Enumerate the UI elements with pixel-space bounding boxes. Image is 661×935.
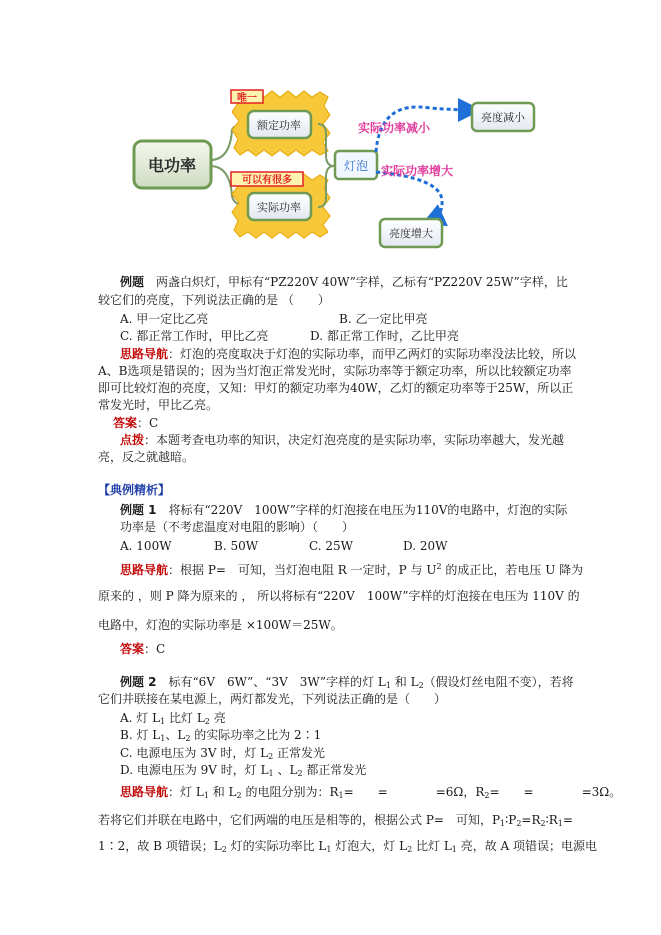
- tag-many-label: 可以有很多: [242, 175, 292, 186]
- ex0-point-label: 点拨: [120, 433, 145, 447]
- ex1-answer-value: C: [156, 642, 166, 656]
- ex1-question-line1: 例题 1 将标有“220V 100W”字样的灯泡接在电压为110V的电路中，灯泡的实际: [120, 503, 568, 517]
- ex0-guide-line1: 思路导航：灯泡的亮度取决于灯泡的实际功率，而甲乙两灯的实际功率没法比较，所以: [120, 347, 577, 361]
- ex0-question-line1: 例题 两盏白炽灯，甲标有“PZ220V 40W”字样，乙标有“PZ220V 25W”字样，比: [120, 275, 568, 289]
- ex2-option-a: A. 灯 $L_1$ 比灯 $L_2$ 亮: [120, 711, 226, 726]
- ex1-option-b: B. 50W: [214, 539, 259, 553]
- ex1-question-line2: 功率是（不考虑温度对电阻的影响）（ ）: [120, 520, 355, 534]
- ex0-question-line2: 较它们的亮度，下列说法正确的是 （ ）: [98, 293, 330, 307]
- arrow-bright-label: 实际功率增大: [381, 164, 454, 178]
- ex2-guide-line2: 若将它们并联在电路中，它们两端的电压是相等的，根据公式 P= 可知，$P_1∶P_2=R_2∶R_1=$: [98, 813, 573, 828]
- ex0-point-line1: 点拨：本题考查电功率的知识，决定灯泡亮度的是实际功率，实际功率越大，发光越: [120, 433, 565, 447]
- ex1-guide-line3: 电路中，灯泡的实际功率是 ×100W＝25W。: [98, 618, 343, 632]
- ex2-question-line1: 例题 2 标有“6V 6W”、“3V 3W”字样的灯 $L_1$ 和 $L_2$（假设灯丝电阻不变），若将: [120, 675, 574, 690]
- ex2-option-c: C. 电源电压为 3V 时，灯 $L_2$ 正常发光: [120, 746, 326, 761]
- ex0-guide-line2: A、B选项是错误的；因为当灯泡正常发光时，实际功率等于额定功率，所以比较额定功率: [98, 364, 572, 378]
- ex0-option-b: B. 乙一定比甲亮: [339, 312, 428, 326]
- arrow-dim-label: 实际功率减小: [358, 121, 431, 135]
- ex0-point-line2: 亮，反之就越暗。: [98, 450, 195, 464]
- ex2-guide-line1: 思路导航：灯 $L_1$ 和 $L_2$ 的电阻分别为：$R_1=$ = =6Ω，$R_2=$ = =3Ω。: [120, 785, 622, 800]
- dim-node-label: 亮度减小: [481, 111, 525, 124]
- ex1-option-d: D. 20W: [403, 539, 448, 553]
- actual-node-label: 实际功率: [257, 201, 301, 214]
- ex2-guide-label: 思路导航: [120, 785, 169, 799]
- arrow-bright: [376, 172, 442, 220]
- ex1-option-c: C. 25W: [309, 539, 353, 553]
- ex0-label: 例题: [120, 275, 145, 289]
- bulb-node-label: 灯泡: [343, 159, 369, 173]
- main-node-label: 电功率: [147, 156, 197, 175]
- ex2-guide-line3: 1∶2，故 B 项错误；$L_2$ 灯的实际功率比 $L_1$ 灯泡大，灯 $L_2$ 比灯 $L_1$ 亮，故 A 项错误；电源电: [98, 839, 598, 854]
- ex1-label: 例题 1: [120, 503, 157, 517]
- ex1-guide-line1: 思路导航：根据 P= 可知，当灯泡电阻 R 一定时，P 与 $U^2$ 的成正比，若电压 U 降为: [120, 562, 584, 577]
- ex0-guide-line4: 常发光时，甲比乙亮。: [98, 398, 219, 412]
- ex2-option-b: B. 灯 $L_1$、$L_2$ 的实际功率之比为 2∶1: [120, 728, 322, 743]
- ex2-label: 例题 2: [120, 675, 157, 689]
- section-title: 【典例精析】: [98, 483, 171, 497]
- ex2-option-d: D. 电源电压为 9V 时，灯 $L_1$ 、$L_2$ 都正常发光: [120, 763, 367, 778]
- concept-diagram: [0, 0, 661, 255]
- ex0-guide-line3: 即可比较灯泡的亮度，又知：甲灯的额定功率为40W，乙灯的额定功率等于25W，所以正: [98, 381, 574, 395]
- ex1-answer-label: 答案: [120, 642, 145, 656]
- ex0-option-d: D. 都正常工作时，乙比甲亮: [310, 329, 459, 343]
- bright-node-label: 亮度增大: [389, 227, 433, 240]
- ex0-answer-label: 答案: [113, 416, 138, 430]
- ex0-option-c: C. 都正常工作时，甲比乙亮: [120, 329, 269, 343]
- ex1-guide-line2: 原来的 ，则 P 降为原来的 ， 所以将标有“220V 100W”字样的灯泡接在电压为 110V 的: [98, 589, 580, 603]
- ex1-option-a: A. 100W: [120, 539, 172, 553]
- ex1-guide-label: 思路导航: [120, 563, 169, 577]
- ex1-answer: 答案：C: [120, 642, 166, 656]
- ex0-option-a: A. 甲一定比乙亮: [120, 312, 209, 326]
- ex0-guide-label: 思路导航: [120, 347, 169, 361]
- tag-unique-label: 唯一: [237, 93, 257, 104]
- ex0-answer: 答案：C: [113, 416, 159, 430]
- rated-node-label: 额定功率: [257, 119, 301, 132]
- ex0-answer-value: C: [149, 416, 159, 430]
- ex2-question-line2: 它们并联接在某电源上，两灯都发光，下列说法正确的是（ ）: [98, 692, 447, 706]
